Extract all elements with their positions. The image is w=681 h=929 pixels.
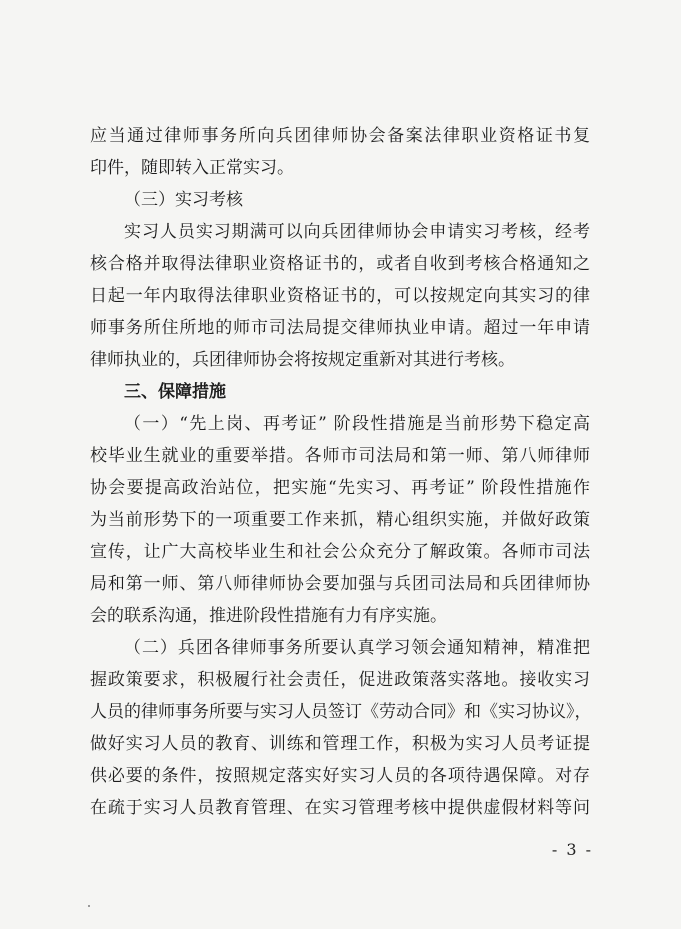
- paragraph-line: 握政策要求，积极履行社会责任，促进政策落实落地。接收实习: [90, 670, 590, 690]
- paragraph-line: 律师执业的，兵团律师协会将按规定重新对其进行考核。: [90, 350, 515, 370]
- paragraph-line: 做好实习人员的教育、训练和管理工作，积极为实习人员考证提: [90, 734, 590, 754]
- paragraph-line: 应当通过律师事务所向兵团律师协会备案法律职业资格证书复: [90, 126, 590, 146]
- paragraph-line: 师事务所住所地的师市司法局提交律师执业申请。超过一年申请: [90, 318, 590, 338]
- section-subheading: （三）实习考核: [124, 190, 243, 210]
- paragraph-line: 局和第一师、第八师律师协会要加强与兵团司法局和兵团律师协: [90, 574, 590, 594]
- paragraph-line: 会的联系沟通，推进阶段性措施有力有序实施。: [90, 606, 447, 626]
- document-body: [90, 120, 590, 824]
- paragraph-line: 校毕业生就业的重要举措。各师市司法局和第一师、第八师律师: [90, 446, 590, 466]
- scan-speck: [88, 905, 90, 907]
- paragraph-line: （二）兵团各律师事务所要认真学习领会通知精神，精准把: [124, 638, 590, 658]
- paragraph-line: 实习人员实习期满可以向兵团律师协会申请实习考核，经考: [124, 222, 590, 242]
- paragraph-line: 宣传，让广大高校毕业生和社会公众充分了解政策。各师市司法: [90, 542, 590, 562]
- page-number: - 3 -: [551, 840, 593, 859]
- paragraph-line: 印件，随即转入正常实习。: [90, 158, 294, 178]
- paragraph-line: 核合格并取得法律职业资格证书的，或者自收到考核合格通知之: [90, 254, 590, 274]
- paragraph-line: （一）“先上岗、再考证” 阶段性措施是当前形势下稳定高: [124, 414, 590, 434]
- paragraph-line: 人员的律师事务所要与实习人员签订《劳动合同》和《实习协议》，: [90, 702, 592, 722]
- paragraph-line: 协会要提高政治站位，把实施“先实习、再考证” 阶段性措施作: [90, 478, 590, 498]
- paragraph-line: 供必要的条件，按照规定落实好实习人员的各项待遇保障。对存: [90, 766, 590, 786]
- paragraph-line: 日起一年内取得法律职业资格证书的，可以按规定向其实习的律: [90, 286, 590, 306]
- section-heading: 三、保障措施: [124, 382, 226, 402]
- paragraph-line: 在疏于实习人员教育管理、在实习管理考核中提供虚假材料等问: [90, 798, 590, 818]
- paragraph-line: 为当前形势下的一项重要工作来抓，精心组织实施，并做好政策: [90, 510, 590, 530]
